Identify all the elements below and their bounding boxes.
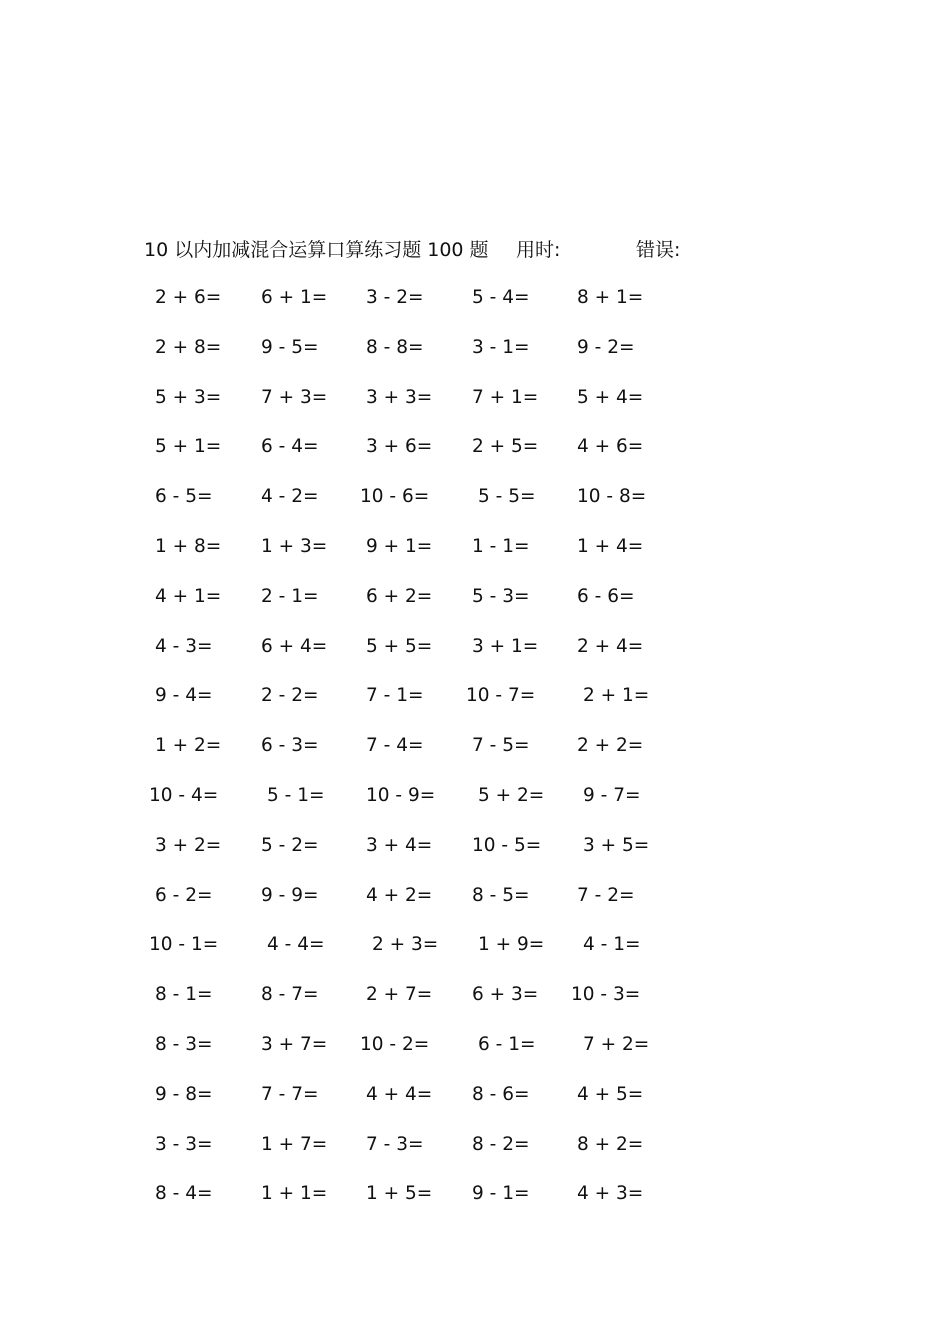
math-problem: 8 - 8=: [366, 336, 424, 358]
math-problem: 10 - 8=: [577, 486, 647, 508]
math-problem: 8 - 2=: [472, 1133, 530, 1155]
math-problem: 7 - 4=: [366, 735, 424, 757]
math-problem: 6 - 5=: [155, 486, 213, 508]
math-problem: 7 - 5=: [472, 735, 530, 757]
math-problem: 6 - 3=: [261, 735, 319, 757]
math-problem: 6 + 3=: [472, 984, 539, 1006]
math-problem: 8 - 3=: [155, 1033, 213, 1055]
math-problem: 4 - 1=: [583, 934, 641, 956]
math-problem: 3 + 1=: [472, 635, 539, 657]
math-problem: 1 + 2=: [155, 735, 222, 757]
math-problem: 6 + 2=: [366, 585, 433, 607]
math-problem: 9 - 9=: [261, 884, 319, 906]
math-problem: 8 - 1=: [155, 984, 213, 1006]
math-problem: 4 + 4=: [366, 1083, 433, 1105]
math-problem: 9 - 4=: [155, 685, 213, 707]
math-problem: 2 + 7=: [366, 984, 433, 1006]
math-problem: 6 + 1=: [261, 287, 328, 308]
math-problem: 7 - 2=: [577, 884, 635, 906]
math-problem: 8 - 5=: [472, 884, 530, 906]
math-problem: 2 + 1=: [583, 685, 650, 707]
math-problem: 9 - 7=: [583, 784, 641, 806]
worksheet-title: 10 以内加减混合运算口算练习题 100 题: [144, 239, 489, 261]
math-problem: 3 + 3=: [366, 386, 433, 408]
math-problem: 7 + 1=: [472, 386, 539, 408]
time-used-label: 用时:: [516, 239, 561, 261]
math-problem: 6 - 4=: [261, 436, 319, 458]
math-problem: 2 - 2=: [261, 685, 319, 707]
errors-label: 错误:: [636, 239, 681, 261]
math-problem: 8 + 1=: [577, 287, 644, 308]
math-problem: 5 + 4=: [577, 386, 644, 408]
math-problem: 3 + 2=: [155, 834, 222, 856]
math-problem: 9 + 1=: [366, 535, 433, 557]
math-problem: 2 - 1=: [261, 585, 319, 607]
math-problem: 2 + 6=: [155, 287, 222, 308]
math-problem: 5 - 2=: [261, 834, 319, 856]
math-problem: 7 - 1=: [366, 685, 424, 707]
math-problem: 4 - 3=: [155, 635, 213, 657]
math-problem: 1 + 5=: [366, 1183, 433, 1205]
math-problem: 2 + 4=: [577, 635, 644, 657]
math-problem: 9 - 2=: [577, 336, 635, 358]
math-problem: 8 - 6=: [472, 1083, 530, 1105]
math-problem: 1 + 1=: [261, 1183, 328, 1205]
math-problem: 2 + 8=: [155, 336, 222, 358]
math-problem: 8 + 2=: [577, 1133, 644, 1155]
math-problem: 8 - 4=: [155, 1183, 213, 1205]
math-problem: 5 + 5=: [366, 635, 433, 657]
math-problem: 6 - 2=: [155, 884, 213, 906]
math-problem: 3 + 7=: [261, 1033, 328, 1055]
math-problem: 1 + 7=: [261, 1133, 328, 1155]
math-problem: 4 + 2=: [366, 884, 433, 906]
problem-grid: [145, 284, 705, 1230]
math-problem: 7 + 3=: [261, 386, 328, 408]
math-problem: 1 + 3=: [261, 535, 328, 557]
math-problem: 4 - 2=: [261, 486, 319, 508]
math-problem: 3 + 4=: [366, 834, 433, 856]
math-problem: 1 + 8=: [155, 535, 222, 557]
math-problem: 5 - 4=: [472, 287, 530, 308]
math-problem: 7 + 2=: [583, 1033, 650, 1055]
math-problem: 10 - 2=: [360, 1033, 430, 1055]
math-problem: 6 - 1=: [478, 1033, 536, 1055]
math-problem: 7 - 3=: [366, 1133, 424, 1155]
math-problem: 10 - 6=: [360, 486, 430, 508]
math-problem: 5 - 1=: [267, 784, 325, 806]
math-problem: 5 - 5=: [478, 486, 536, 508]
math-problem: 5 - 3=: [472, 585, 530, 607]
math-problem: 1 + 4=: [577, 535, 644, 557]
math-problem: 6 - 6=: [577, 585, 635, 607]
math-problem: 2 + 3=: [372, 934, 439, 956]
math-problem: 5 + 2=: [478, 784, 545, 806]
math-problem: 4 + 6=: [577, 436, 644, 458]
math-problem: 3 - 2=: [366, 287, 424, 308]
math-problem: 1 - 1=: [472, 535, 530, 557]
math-problem: 2 + 5=: [472, 436, 539, 458]
math-problem: 3 - 1=: [472, 336, 530, 358]
math-problem: 9 - 5=: [261, 336, 319, 358]
math-problem: 5 + 1=: [155, 436, 222, 458]
math-problem: 4 + 5=: [577, 1083, 644, 1105]
math-problem: 5 + 3=: [155, 386, 222, 408]
math-problem: 10 - 7=: [466, 685, 536, 707]
math-problem: 9 - 1=: [472, 1183, 530, 1205]
math-problem: 3 + 6=: [366, 436, 433, 458]
math-problem: 4 + 3=: [577, 1183, 644, 1205]
math-problem: 10 - 9=: [366, 784, 436, 806]
math-problem: 2 + 2=: [577, 735, 644, 757]
math-problem: 4 + 1=: [155, 585, 222, 607]
math-problem: 9 - 8=: [155, 1083, 213, 1105]
math-problem: 3 - 3=: [155, 1133, 213, 1155]
math-problem: 6 + 4=: [261, 635, 328, 657]
math-problem: 7 - 7=: [261, 1083, 319, 1105]
math-problem: 8 - 7=: [261, 984, 319, 1006]
math-problem: 10 - 3=: [571, 984, 641, 1006]
math-problem: 4 - 4=: [267, 934, 325, 956]
math-problem: 10 - 1=: [149, 934, 219, 956]
math-problem: 3 + 5=: [583, 834, 650, 856]
math-problem: 10 - 4=: [149, 784, 219, 806]
math-problem: 1 + 9=: [478, 934, 545, 956]
math-problem: 10 - 5=: [472, 834, 542, 856]
